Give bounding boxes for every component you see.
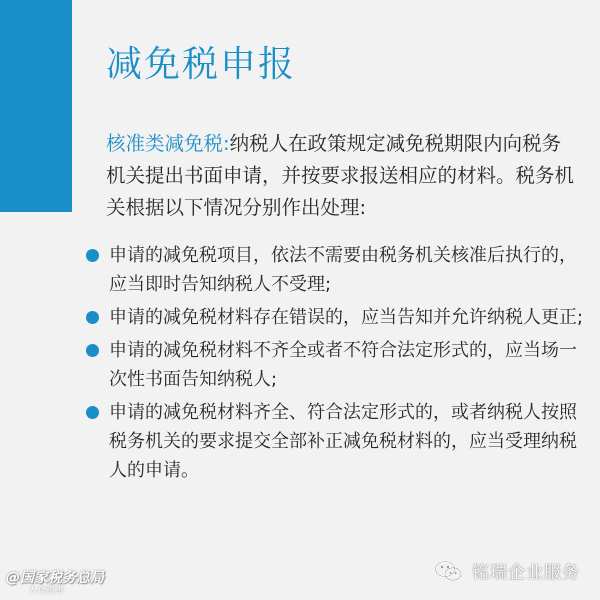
page-title: 减免税申报 <box>106 44 297 85</box>
list-item <box>84 303 584 332</box>
intro-text: 纳税人在政策规定减免税期限内向税务机关提出书面申请，并按要求报送相应的材料。税务机关根据以下情况分别作出处理: <box>106 132 575 219</box>
list-item <box>84 241 584 299</box>
brand-watermark-text: 铭瑞企业服务 <box>472 563 580 583</box>
intro-paragraph <box>106 128 578 224</box>
list-item <box>84 336 584 394</box>
source-watermark-subtext: 大众税事 <box>28 586 65 596</box>
list-item-text: 申请的减免税材料不齐全或者不符合法定形式的，应当场一次性书面告知纳税人; <box>109 340 577 390</box>
list-item-text: 申请的减免税项目，依法不需要由税务机关核准后执行的，应当即时告知纳税人不受理; <box>109 245 577 295</box>
accent-bar <box>0 0 72 212</box>
list-item-text: 申请的减免税材料齐全、符合法定形式的，或者纳税人按照税务机关的要求提交全部补正减免税材料的，应当受理纳税人的申请。 <box>109 402 577 481</box>
bullet-dot-icon <box>86 406 99 419</box>
bullet-list <box>84 241 584 489</box>
wechat-icon <box>434 559 464 583</box>
source-watermark <box>6 570 104 596</box>
intro-term: 核准类减免税: <box>106 132 230 155</box>
list-item-text: 申请的减免税材料存在错误的，应当告知并允许纳税人更正; <box>109 307 584 328</box>
bullet-dot-icon <box>86 311 99 324</box>
source-watermark-text: @国家税务总局 <box>6 570 104 586</box>
bullet-dot-icon <box>86 249 99 262</box>
brand-watermark <box>434 558 580 583</box>
bullet-dot-icon <box>86 344 99 357</box>
list-item <box>84 398 584 485</box>
